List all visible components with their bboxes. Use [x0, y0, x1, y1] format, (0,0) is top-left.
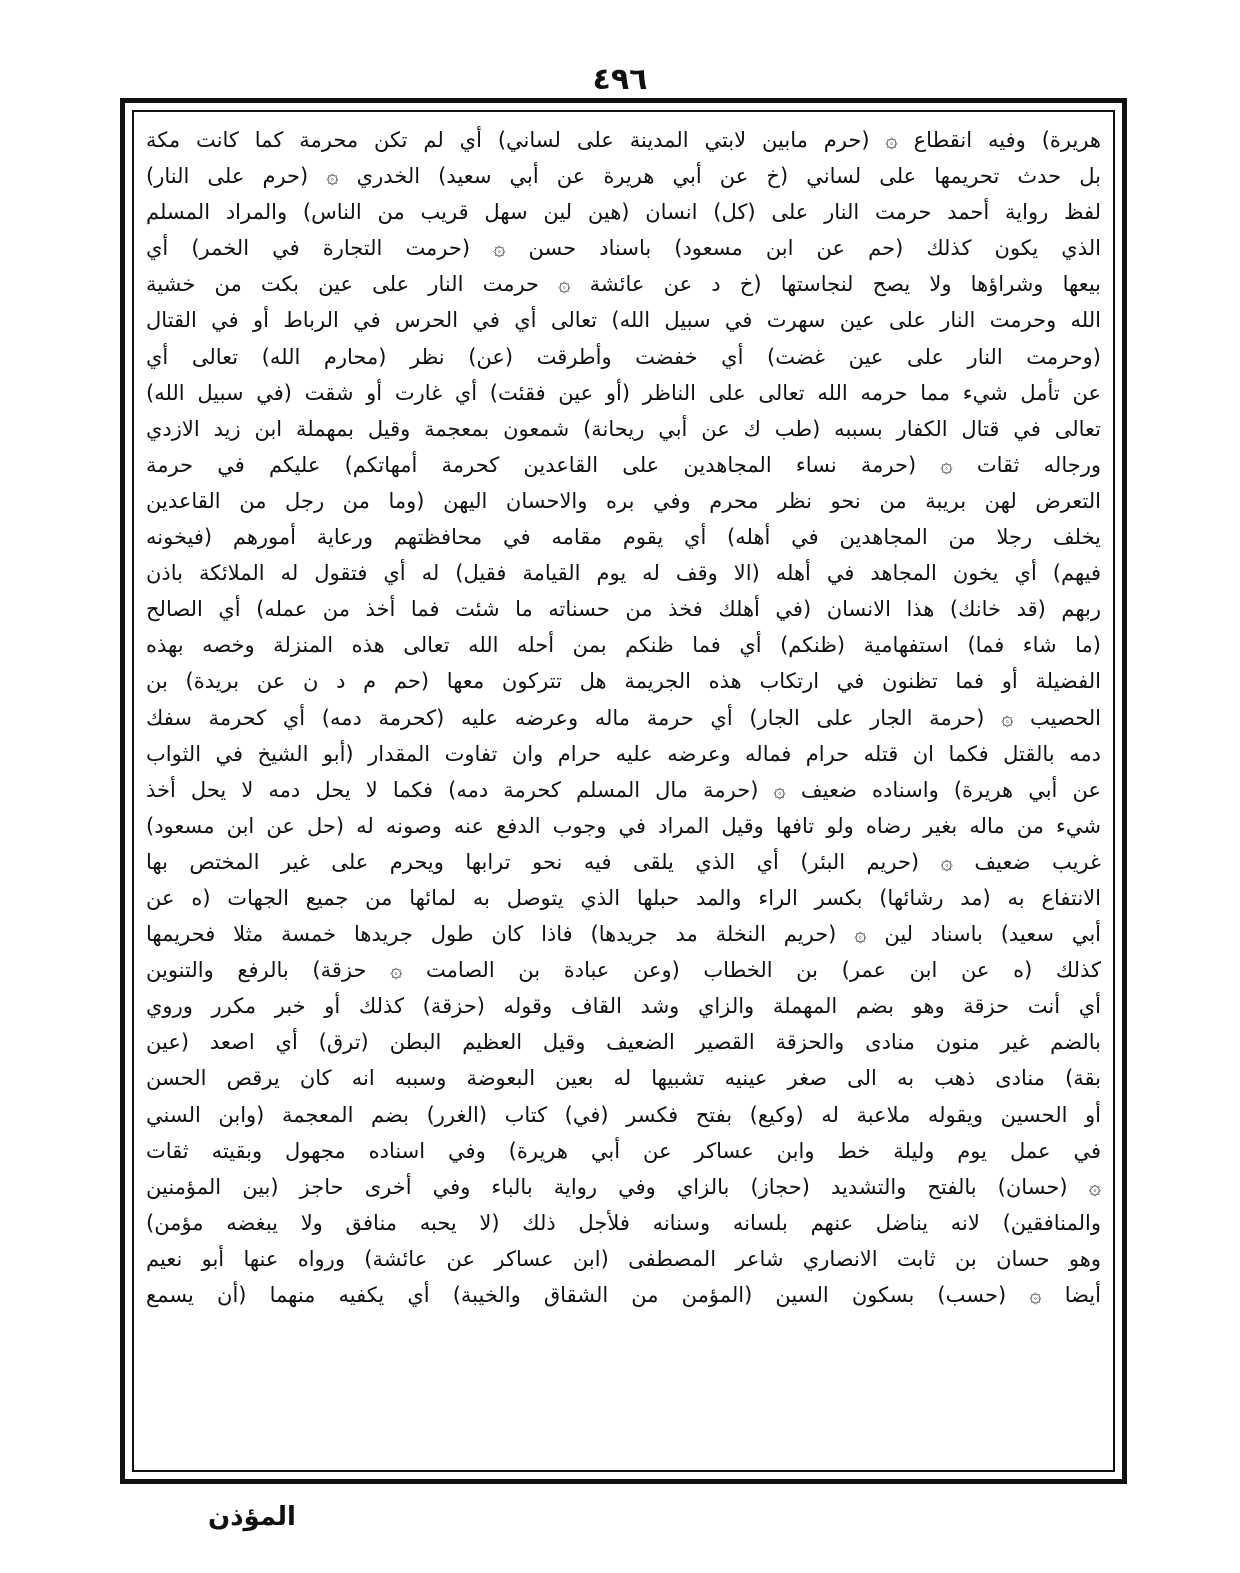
text-line: الذي يكون كذلك (حم عن ابن مسعود) باسناد حسن ۞ (حرمت التجارة في الخمر) أي: [146, 236, 1101, 261]
text-line: ۞ (حسان) بالفتح والتشديد (حجاز) بالزاي وفي رواية بالباء وفي أخرى حاجز (بين المؤمنين: [146, 1174, 1101, 1199]
text-line: غريب ضعيف ۞ (حريم البئر) أي الذي يلقى فيه نحو ترابها ويحرم على غير المختص بها: [146, 849, 1101, 874]
text-line: بالضم غير منون منادى والحزقة القصير الضعيف وقيل العظيم البطن (ترق) أي اصعد (عين: [146, 1030, 1101, 1055]
text-line: فيهم) أي يخون المجاهد في أهله (الا وقف له يوم القيامة فقيل) له أي فتقول له الملائكة باذن: [146, 561, 1101, 586]
text-line: أي أنت حزقة وهو بضم المهملة والزاي وشد القاف وقوله (حزقة) كذلك أو خبر مكرر وروي: [146, 994, 1101, 1019]
text-line: أبي سعيد) باسناد لين ۞ (حريم النخلة مد جريدها) فاذا كان طول جريدها خمسة مثلا فحريمها: [146, 922, 1101, 947]
text-line: والمنافقين) لانه يناضل عنهم بلسانه وسنانه فلأجل ذلك (لا يحبه منافق ولا يبغضه مؤمن): [146, 1210, 1101, 1235]
text-line: دمه بالقتل فكما ان قتله حرام فماله وعرضه عليه حرام وان تفاوت المقدار (أبو الشيخ في الثواب: [146, 741, 1101, 766]
page-number: ٤٩٦: [592, 62, 648, 97]
text-line: بيعها وشراؤها ولا يصح لنجاستها (خ د عن عائشة ۞ حرمت النار على عين بكت من خشية: [146, 272, 1101, 297]
text-line: ربهم (قد خانك) هذا الانسان (في أهلك فخذ من حسناته ما شئت فما أخذ من عمله) أي الصالح: [146, 597, 1101, 622]
text-line: أيضا ۞ (حسب) بسكون السين (المؤمن من الشقاق والخيبة) أي يكفيه منهما (أن يسمع: [146, 1283, 1101, 1307]
text-line: بل حدث تحريمها على لساني (خ عن أبي هريرة عن أبي سعيد) الخدري ۞ (حرم على النار): [146, 164, 1101, 189]
text-line: (وحرمت النار على عين غضت) أي خفضت وأطرقت (عن) نظر (محارم الله) تعالى أي: [146, 344, 1101, 369]
text-line: يخلف رجلا من المجاهدين في أهله) أي يقوم مقامه في محافظتهم ورعاية أمورهم (فيخونه: [146, 525, 1101, 550]
text-line: ورجاله ثقات ۞ (حرمة نساء المجاهدين على القاعدين كحرمة أمهاتكم) عليكم في حرمة: [146, 452, 1101, 477]
main-text-block: [146, 122, 1101, 1462]
text-line: (ما شاء فما) استفهامية (ظنكم) أي فما ظنكم بمن أحله الله تعالى هذه المنزلة وخصه بهذه: [146, 633, 1101, 658]
text-line: التعرض لهن بريبة من نحو نظر محرم وفي بره والاحسان اليهن (وما من رجل من القاعدين: [146, 488, 1101, 513]
text-line: أو الحسين ويقوله ملاعبة له (وكيع) بفتح فكسر (في) كتاب (الغرر) بضم المعجمة (وابن السني: [146, 1102, 1101, 1127]
catchword: المؤذن: [208, 1502, 296, 1532]
text-line: عن أبي هريرة) واسناده ضعيف ۞ (حرمة مال المسلم كحرمة دمه) فكما لا يحل دمه لا يحل أخذ: [146, 777, 1101, 802]
text-line: الله وحرمت النار على عين سهرت في سبيل الله) تعالى أي في الحرس في الرباط أو في القتال: [146, 308, 1101, 333]
text-line: هريرة) وفيه انقطاع ۞ (حرم مابين لابتي المدينة على لساني) أي لم تكن محرمة كما كانت مكة: [146, 128, 1101, 152]
text-line: بقة) منادى ذهب به الى صغر عينيه تشبيها له بعين البعوضة وسببه انه كان يرقص الحسن: [146, 1066, 1101, 1091]
text-line: عن تأمل شيء مما حرمه الله تعالى على الناظر (أو عين فقئت) أي غارت أو شقت (في سبيل الله): [146, 380, 1101, 405]
text-line: الانتفاع به (مد رشائها) بكسر الراء والمد حبلها الذي يتوصل به لمائها من جميع الجهات (ه عن: [146, 885, 1101, 910]
text-line: شيء من ماله بغير رضاه ولو تافها وقيل المراد في وجوب الدفع عنه وصونه له (حل عن ابن مسعود): [146, 813, 1101, 838]
text-line: الحصيب ۞ (حرمة الجار على الجار) أي حرمة ماله وعرضه عليه (كحرمة دمه) أي كحرمة سفك: [146, 705, 1101, 730]
text-line: وهو حسان بن ثابت الانصاري شاعر المصطفى (ابن عساكر عن عائشة) ورواه عنها أبو نعيم: [146, 1246, 1101, 1271]
text-line: الفضيلة أو فما تظنون في ارتكاب هذه الجريمة هل تتركون معها (حم م د ن عن بريدة) بن: [146, 669, 1101, 694]
text-line: تعالى في قتال الكفار بسببه (طب ك عن أبي ريحانة) شمعون بمعجمة وقيل بمهملة ابن زيد الازدي: [146, 416, 1101, 441]
text-line: لفظ رواية أحمد حرمت النار على (كل) انسان (هين لين سهل قريب من الناس) والمراد المسلم: [146, 200, 1101, 225]
text-line: في عمل يوم وليلة خط وابن عساكر عن أبي هريرة) وفي اسناده مجهول وبقيته ثقات: [146, 1138, 1101, 1163]
text-line: كذلك (ه عن ابن عمر) بن الخطاب (وعن عبادة بن الصامت ۞ حزقة) بالرفع والتنوين: [146, 958, 1101, 983]
